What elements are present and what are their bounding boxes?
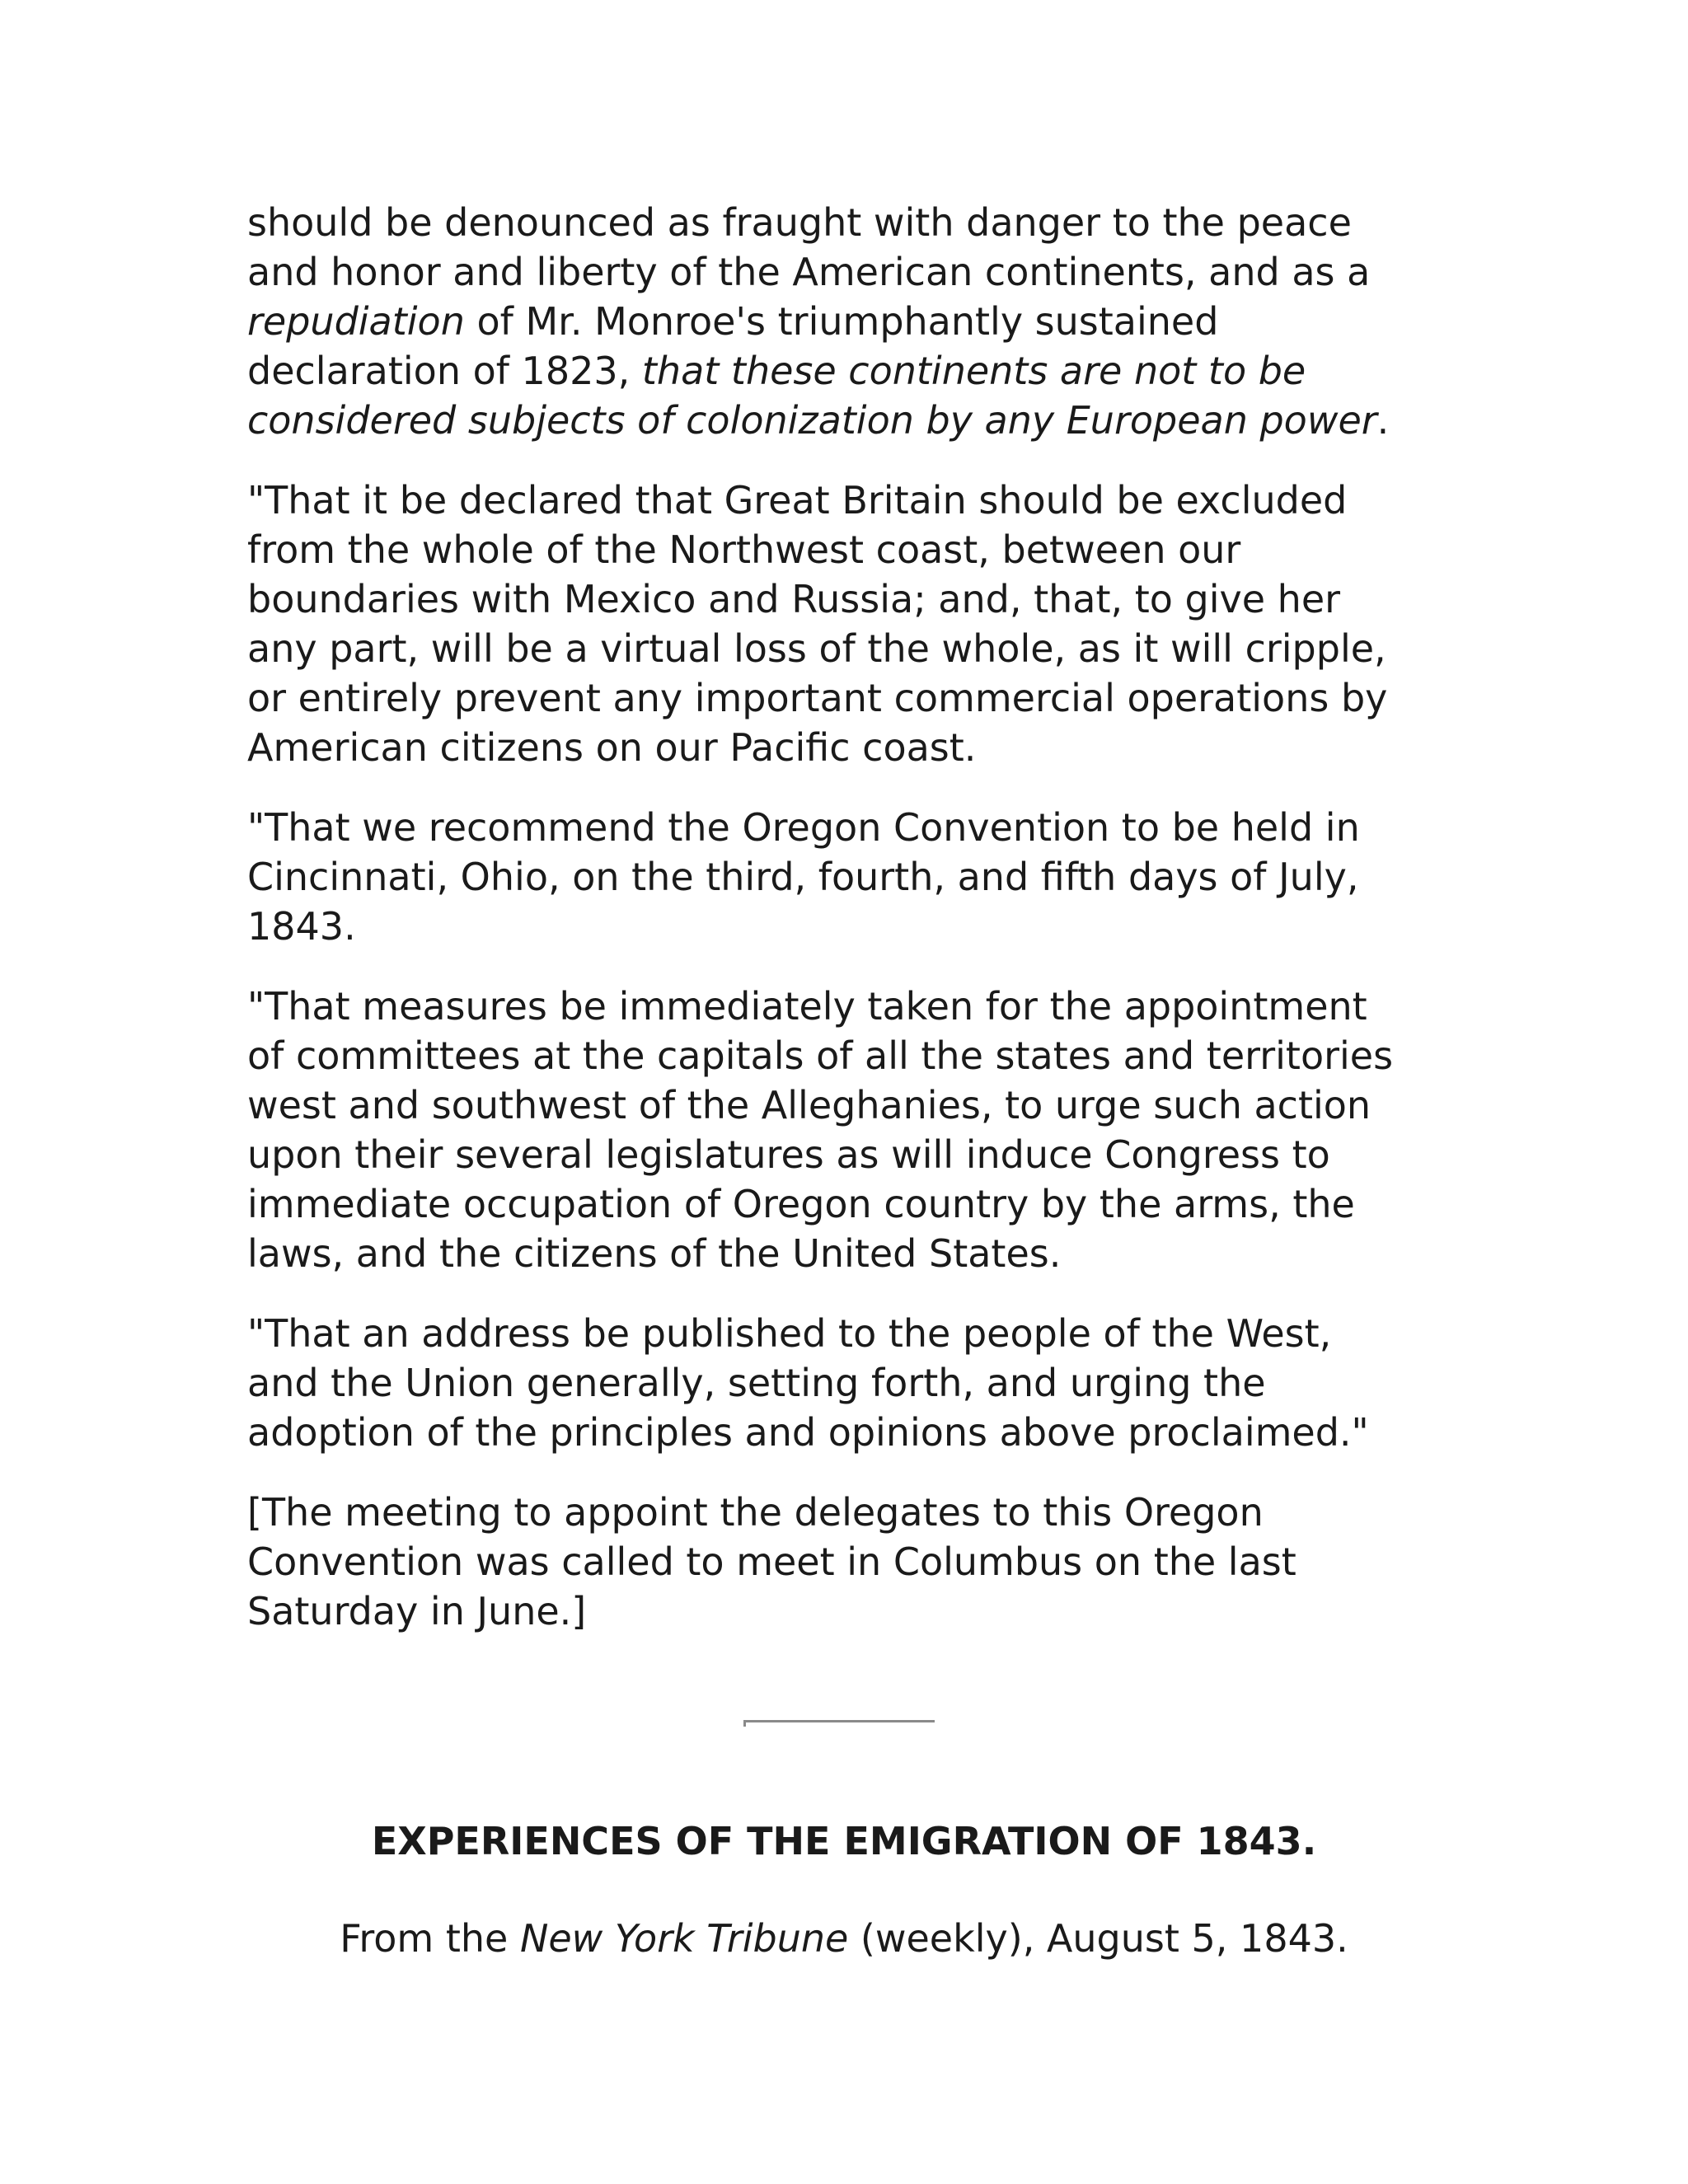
emphasis-repudiation: repudiation	[247, 299, 465, 344]
paragraph-text: should be denounced as fraught with danger to the peace and honor and liberty of the American continents, and as a	[247, 200, 1371, 294]
paragraph-meeting-note: [The meeting to appoint the delegates to this Oregon Convention was called to meet in Columbus on the last Saturday in June.]	[247, 1490, 1296, 1633]
section-heading: EXPERIENCES OF THE EMIGRATION OF 1843.	[371, 1819, 1317, 1863]
paragraph-oregon-convention: "That we recommend the Oregon Convention to be held in Cincinnati, Ohio, on the third, fourth, and fifth days of July, 1843.	[247, 805, 1360, 949]
source-line	[0, 1914, 1688, 1963]
paragraph-text: .	[1376, 398, 1390, 443]
document-body	[247, 198, 1401, 1666]
paragraph-great-britain: "That it be declared that Great Britain should be excluded from the whole of the Northwest coast, between our boundaries with Mexico and Russia; and, that, to give her any part, will be a virtual loss of the whole, as it will cripple, or entirely prevent any important commercial operations by American citizens on our Pacific coast.	[247, 478, 1388, 770]
paragraph-address: "That an address be published to the people of the West, and the Union generally, setting forth, and urging the adoption of the principles and opinions above proclaimed."	[247, 1311, 1369, 1455]
emphasis-colonization-quote: that these continents are not to be considered subjects of colonization by any European power	[247, 349, 1377, 443]
paragraph-committees: "That measures be immediately taken for the appointment of committees at the capitals of all the states and territories west and southwest of the Alleghanies, to urge such action upon their several legislatures as will induce Congress to immediate occupation of Oregon country by the arms, the laws, and the citizens of the United States.	[247, 984, 1394, 1276]
paragraph-text: of Mr. Monroe's triumphantly sustained declaration of 1823,	[247, 299, 1219, 393]
source-suffix: (weekly), August 5, 1843.	[848, 1916, 1348, 1961]
source-prefix: From the	[340, 1916, 520, 1961]
section-divider	[743, 1720, 935, 1722]
paragraph-monroe-doctrine	[247, 198, 1401, 445]
source-publication: New York Tribune	[519, 1916, 849, 1961]
